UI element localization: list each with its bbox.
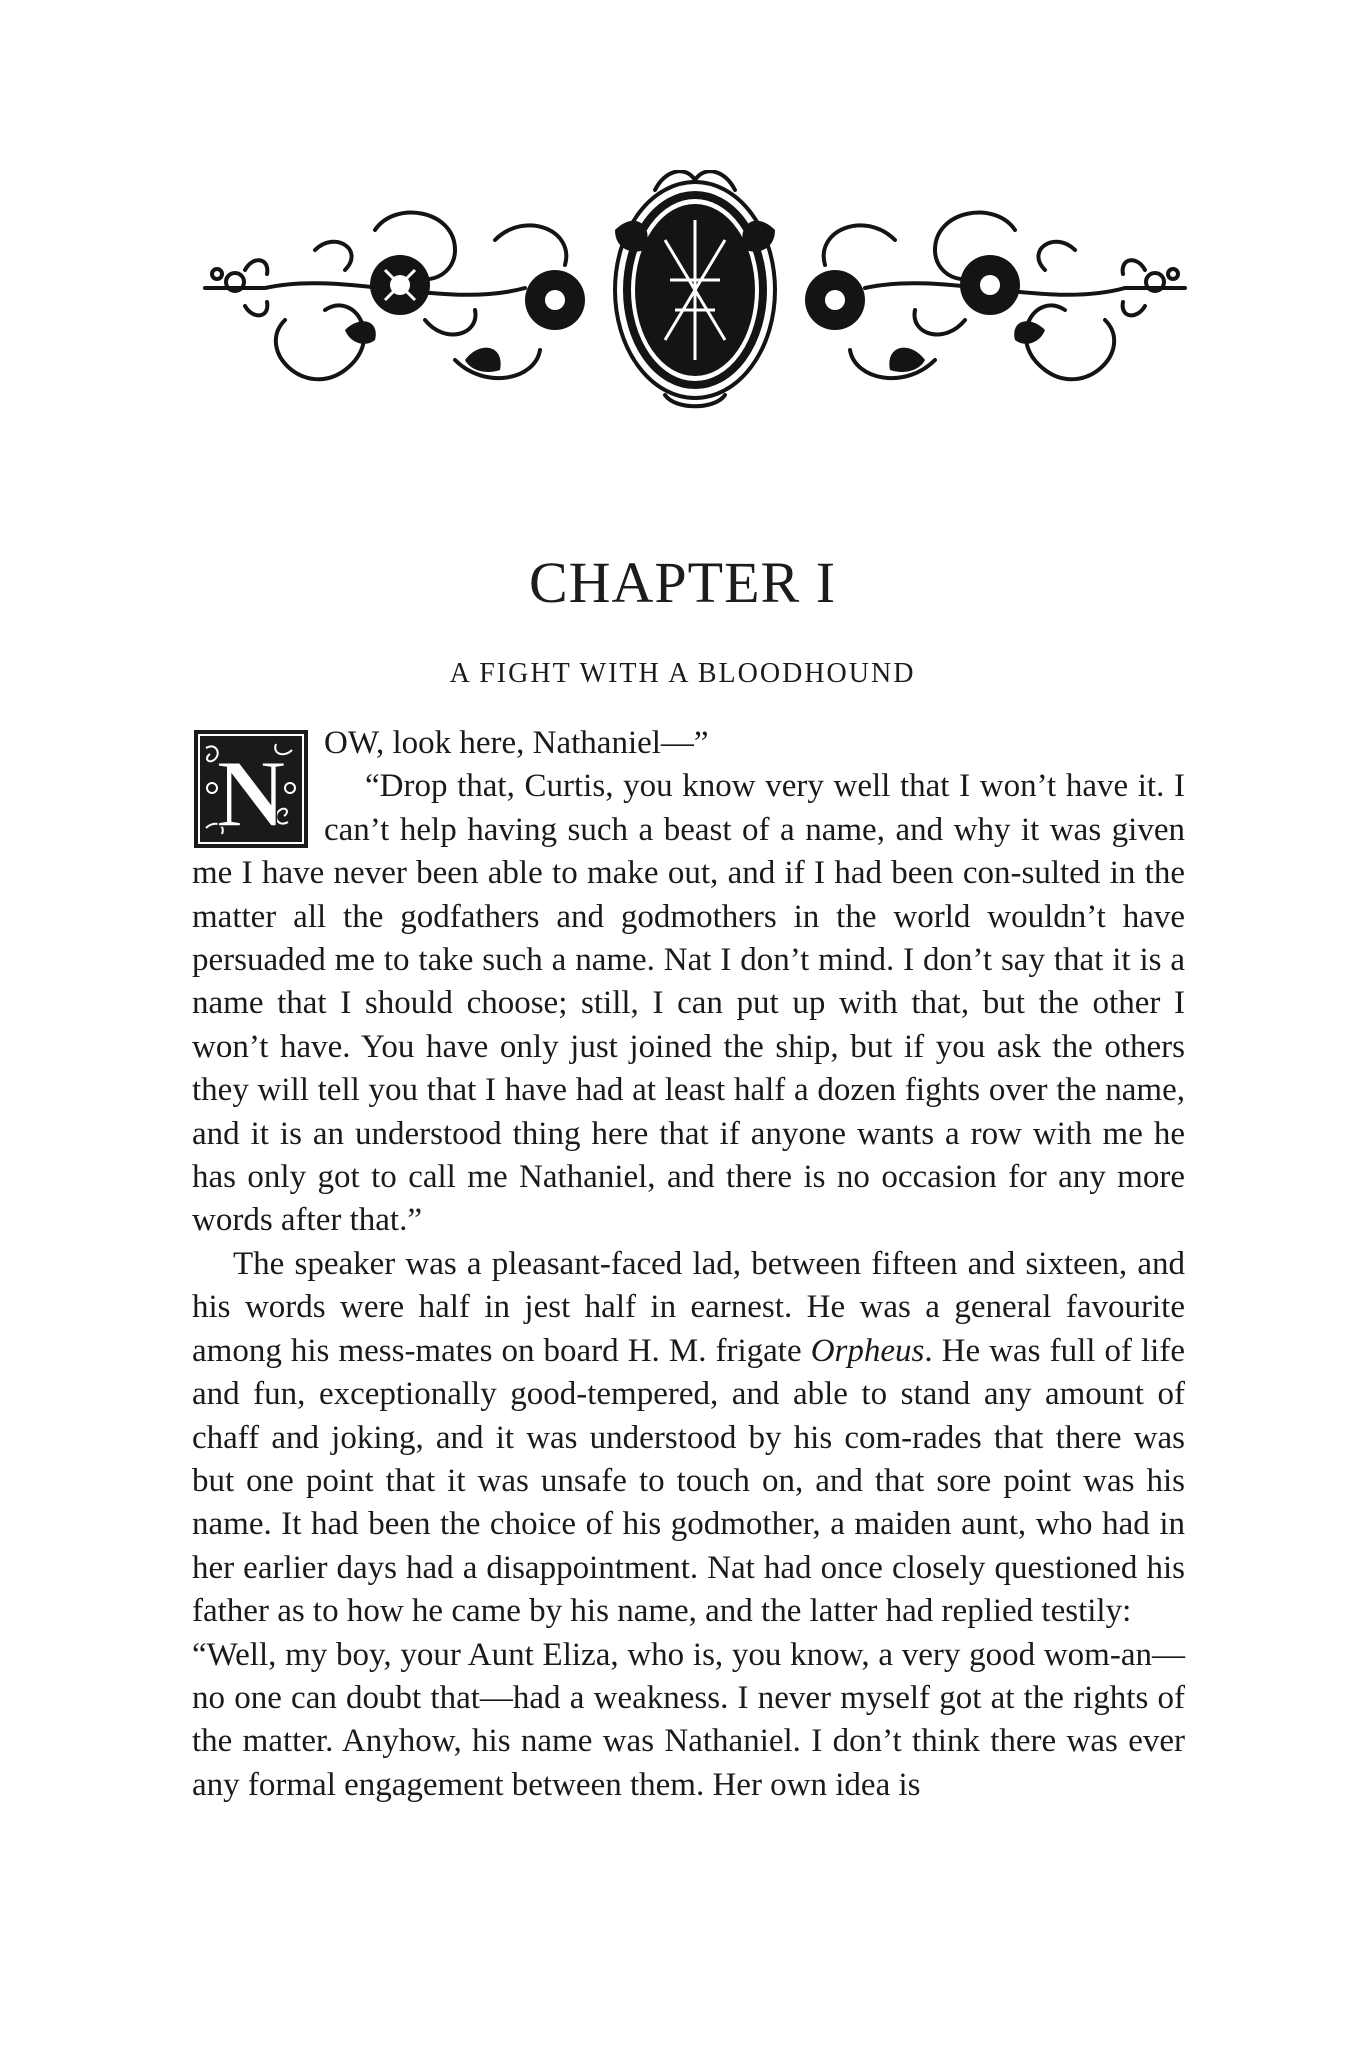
ship-name: Orpheus	[810, 1332, 925, 1369]
paragraph-3-text-before: The speaker was a pleasant-faced lad, between fifteen and sixteen, and his words were half in jest half in earnest. He was a general favourite among his mess-mates on board H. M. frigate	[192, 1245, 1185, 1369]
chapter-body	[192, 722, 1185, 1807]
ornament-header-icon	[195, 170, 1195, 410]
paragraph-4: “Well, my boy, your Aunt Eliza, who is, you know, a very good wom-an—no one can doubt that—had a weakness. I never myself got at the rights of the matter. Anyhow, his name was Nathaniel. I don’t think there was ever any formal engagement between them. Her own idea is	[192, 1636, 1185, 1803]
dropcap-letter: N	[216, 740, 286, 847]
paragraph-1-text: OW, look here, Nathaniel—”	[324, 725, 709, 761]
paragraph-3-text-after: . He was full of life and fun, exceptionally good-tempered, and able to stand any amount of chaff and joking, and it was understood by his com-rades that there was but one point that it was unsafe to touch on, and that sore point was his name. It had been the choice of his godmother, a maiden aunt, who had in her earlier days had a disappointment. Nat had once closely questioned his father as to how he came by his name, and the latter had replied testily:	[192, 1332, 1185, 1630]
paragraph-2: “Drop that, Curtis, you know very well that I won’t have it. I can’t help having such a beast of a name, and why it was given me I have never been able to make out, and if I had been con-sulted in the matter all the godfathers and godmothers in the world wouldn’t have persuaded me to take such a name. Nat I don’t mind. I don’t say that it is a name that I should choose; still, I can put up with that, but the other I won’t have. You have only just joined the ship, but if you ask the others they will tell you that I have had at least half a dozen fights over the name, and it is an understood thing here that if anyone wants a row with me he has only got to call me Nathaniel, and there is no occasion for any more words after that.”	[192, 768, 1185, 1239]
chapter-title: CHAPTER I	[528, 550, 837, 615]
dropcap-n-icon	[192, 728, 310, 850]
paragraph-1	[192, 722, 1185, 847]
paragraph-3	[192, 1243, 1185, 1634]
chapter-subtitle: A FIGHT WITH A BLOODHOUND	[449, 658, 916, 689]
